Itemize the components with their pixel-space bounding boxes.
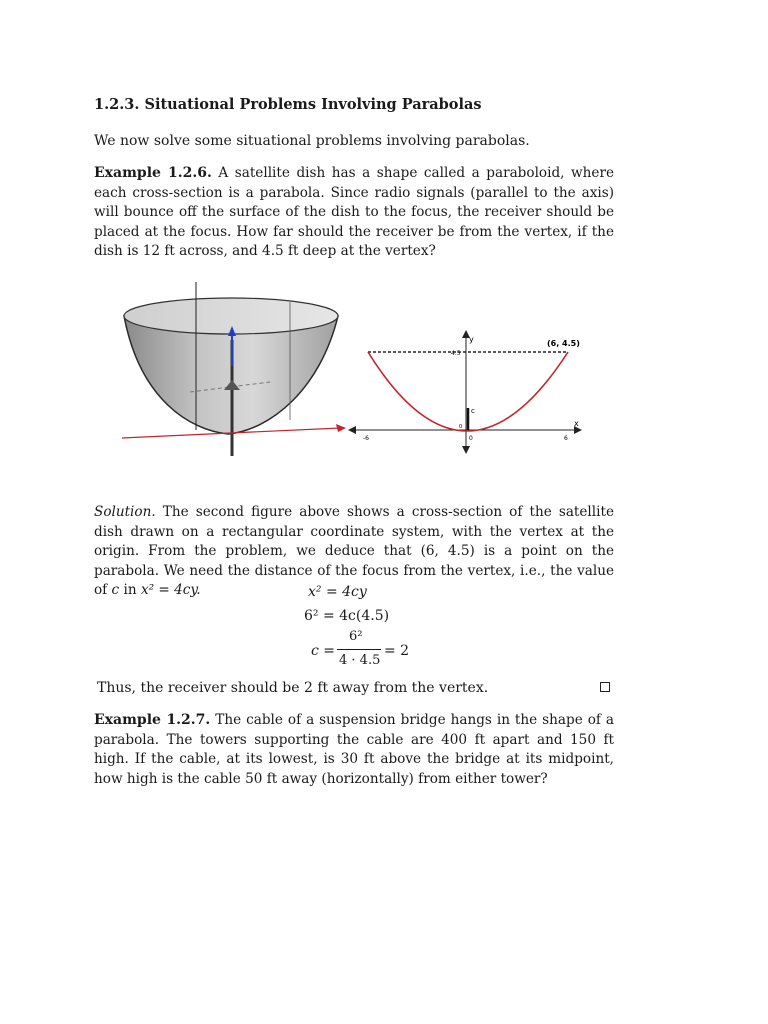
y-axis-label: y (469, 335, 474, 344)
section-heading (94, 96, 482, 113)
x-axis-label: x (574, 419, 579, 428)
tick-6: 6 (564, 435, 568, 442)
section-title: Situational Problems Involving Parabolas (144, 96, 482, 113)
cross-section-plot (348, 330, 582, 454)
example-2-label: Example 1.2.7. (94, 712, 211, 728)
tick-neg6: -6 (363, 435, 369, 442)
solution-label: Solution. (94, 504, 156, 520)
point-label: (6, 4.5) (547, 339, 580, 348)
equation-3-lhs: c = (311, 643, 336, 659)
equation-3-denominator: 4 · 4.5 (339, 653, 381, 668)
origin-label: 0 (459, 424, 463, 430)
paraboloid-dish-image (122, 282, 346, 456)
example-2-paragraph (94, 711, 614, 789)
section-number: 1.2.3. (94, 96, 140, 113)
intro-paragraph: We now solve some situational problems involving parabolas. (94, 133, 530, 149)
solution-text-b: in (123, 582, 137, 598)
equation-3-numerator: 6² (349, 629, 363, 644)
qed-box-icon (600, 682, 610, 692)
solution-text-a: The second figure above shows a cross-section of the satellite dish drawn on a rectangular coordinate system, with the vertex at the origin. From the problem, we deduce that (6, 4.5) is a point on the parabola. We need the distance of the focus from the vertex, i.e., the value of (94, 504, 614, 598)
tick-4-5: 4.5 (451, 350, 461, 357)
solution-eq-inline: x² = 4cy. (140, 582, 201, 598)
example-1-paragraph (94, 164, 614, 262)
equation-2: 6² = 4c(4.5) (304, 608, 390, 624)
example-1-text: A satellite dish has a shape called a paraboloid, where each cross-section is a parabola. Since radio signals (parallel to the axis) will bounce off the surface of the dish to the focus, the receiver should be placed at the focus. How far should the receiver be from the vertex, if the dish is 12 ft across, and 4.5 ft deep at the vertex? (94, 165, 614, 259)
solution-var-c: c (111, 582, 120, 598)
fraction-bar (337, 649, 381, 650)
satellite-dish-figure (110, 280, 600, 460)
tick-0: 0 (469, 435, 473, 442)
equation-1: x² = 4cy (308, 584, 367, 600)
example-1-label: Example 1.2.6. (94, 165, 212, 181)
c-label: c (471, 407, 475, 415)
equation-3-rhs: = 2 (384, 643, 410, 659)
example-2-text: The cable of a suspension bridge hangs in the shape of a parabola. The towers supporting the cable are 400 ft apart and 150 ft high. If the cable, at its lowest, is 30 ft above the bridge at its midpoint, how high is the cable 50 ft away (horizontally) from either tower? (94, 712, 615, 787)
solution-conclusion: Thus, the receiver should be 2 ft away from the vertex. (97, 680, 489, 696)
